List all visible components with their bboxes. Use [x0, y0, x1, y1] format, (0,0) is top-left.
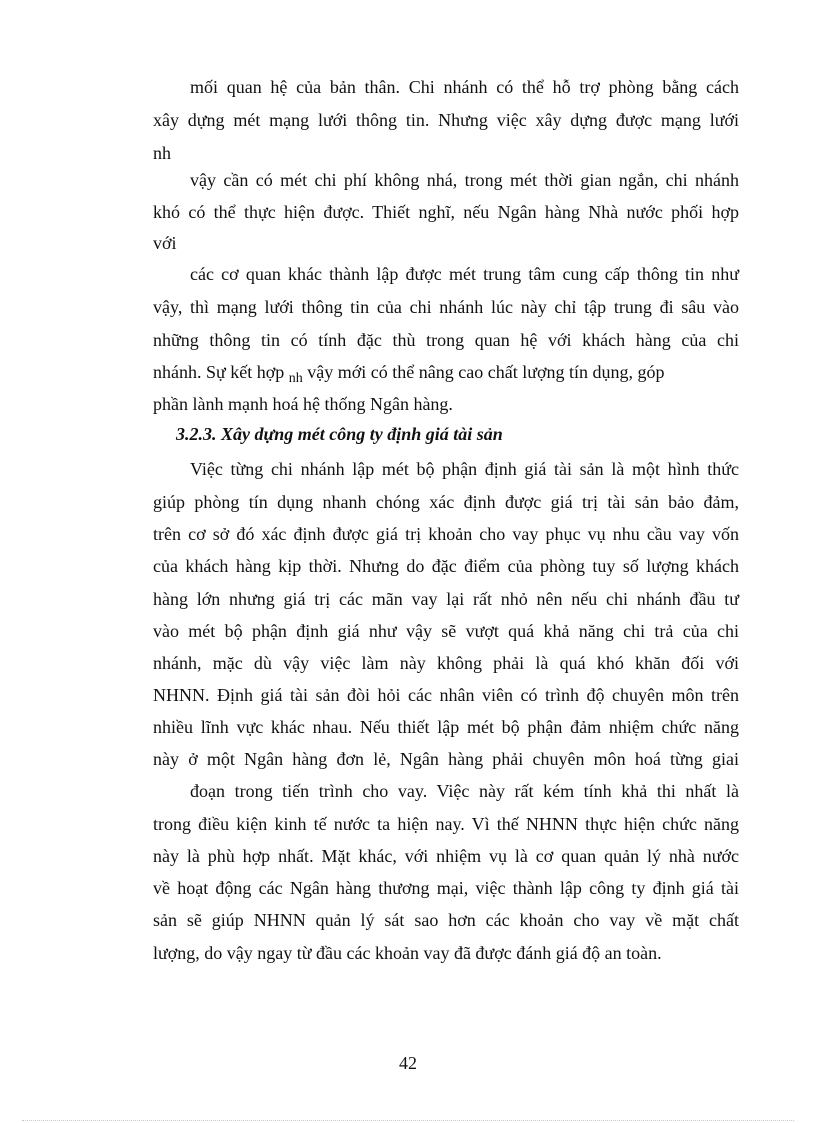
text-line: xây dựng mét mạng lưới thông tin. Nhưng việc xây dựng được mạng lưới — [153, 110, 739, 130]
text-line: này ở một Ngân hàng đơn lẻ, Ngân hàng phải chuyên môn hoá từng giai — [153, 749, 739, 769]
text-fragment: nhánh. Sự kết hợp — [153, 362, 285, 382]
text-line: Việc từng chi nhánh lập mét bộ phận định giá tài sản là một hình thức — [190, 459, 739, 479]
text-line: phần lành mạnh hoá hệ thống Ngân hàng. — [153, 394, 453, 414]
text-fragment: vậy mới có thể nâng cao chất lượng tín dụng, góp — [307, 362, 665, 382]
text-line: nh — [153, 143, 171, 163]
text-line: giúp phòng tín dụng nhanh chóng xác định được giá trị tài sản bảo đảm, — [153, 492, 739, 512]
text-line: những thông tin có tính đặc thù trong quan hệ với khách hàng của chi — [153, 330, 739, 350]
text-line: hàng lớn nhưng giá trị các mãn vay lại rất nhỏ nên nếu chi nhánh đầu tư — [153, 589, 739, 609]
text-line: nhiều lĩnh vực khác nhau. Nếu thiết lập mét bộ phận đảm nhiệm chức năng — [153, 717, 739, 737]
text-line: vào mét bộ phận định giá như vậy sẽ vượt quá khả năng chi trả của chi — [153, 621, 739, 641]
text-line: các cơ quan khác thành lập được mét trung tâm cung cấp thông tin như — [190, 264, 739, 284]
section-heading: 3.2.3. Xây dựng mét công ty định giá tài sản — [176, 424, 503, 444]
text-line: vậy, thì mạng lưới thông tin của chi nhánh lúc này chỉ tập trung đi sâu vào — [153, 297, 739, 317]
text-line: khó có thể thực hiện được. Thiết nghĩ, nếu Ngân hàng Nhà nước phối hợp — [153, 202, 739, 222]
text-line: trong điều kiện kinh tế nước ta hiện nay. Vì thế NHNN thực hiện chức năng — [153, 814, 739, 834]
page-number: 42 — [399, 1053, 417, 1073]
text-line: mối quan hệ của bản thân. Chi nhánh có thể hỗ trợ phòng bằng cách — [190, 77, 739, 97]
text-line: trên cơ sở đó xác định được giá trị khoản cho vay phục vụ nhu cầu vay vốn — [153, 524, 739, 544]
text-line: về hoạt động các Ngân hàng thương mại, việc thành lập công ty định giá tài — [153, 878, 739, 898]
text-line: lượng, do vậy ngay từ đầu các khoản vay đã được đánh giá độ an toàn. — [153, 943, 662, 963]
text-line: vậy cần có mét chi phí không nhá, trong mét thời gian ngắn, chi nhánh — [190, 170, 739, 190]
text-line: đoạn trong tiến trình cho vay. Việc này rất kém tính khả thi nhất là — [190, 781, 739, 801]
text-line: NHNN. Định giá tài sản đòi hỏi các nhân viên có trình độ chuyên môn trên — [153, 685, 739, 705]
text-line: sản sẽ giúp NHNN quản lý sát sao hơn các khoản cho vay về mặt chất — [153, 910, 739, 930]
text-line: này là phù hợp nhất. Mặt khác, với nhiệm vụ là cơ quan quản lý nhà nước — [153, 846, 739, 866]
text-line: của khách hàng kịp thời. Nhưng do đặc điểm của phòng tuy số lượng khách — [153, 556, 739, 576]
text-line: với — [153, 233, 177, 253]
text-line: nhánh, mặc dù vậy việc làm này không phải là quá khó khăn đối với — [153, 653, 739, 673]
text-line — [153, 359, 739, 392]
text-fragment: nh — [288, 371, 303, 386]
page-border-divider — [22, 1120, 794, 1121]
